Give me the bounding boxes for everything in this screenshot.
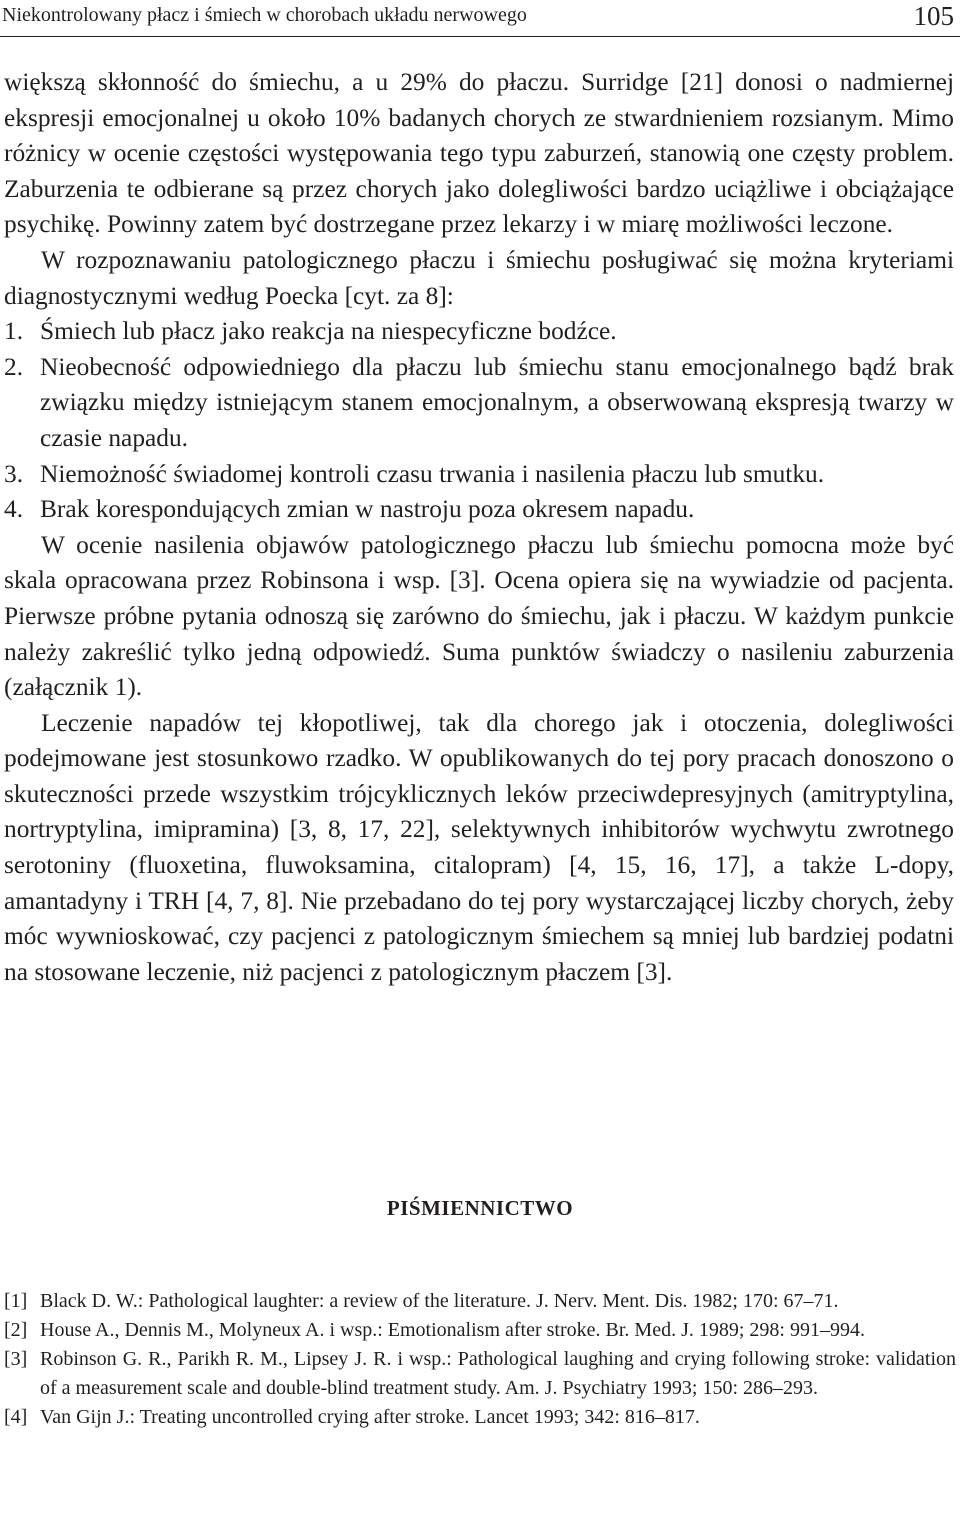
reference-text: Van Gijn J.: Treating uncontrolled crying after stroke. Lancet 1993; 342: 816–817. <box>40 1406 700 1428</box>
reference-item <box>4 1403 956 1432</box>
criterion-number: 3. <box>4 459 24 488</box>
reference-text: House A., Dennis M., Molyneux A. i wsp.: Emotionalism after stroke. Br. Med. J. 1989; 298: 991–994. <box>40 1319 865 1341</box>
reference-item <box>4 1287 956 1316</box>
reference-text: Black D. W.: Pathological laughter: a review of the literature. J. Nerv. Ment. Dis. 1982; 170: 67–71. <box>40 1290 839 1312</box>
criterion-item <box>4 457 954 493</box>
references-heading: PIŚMIENNICTWO <box>386 1196 574 1220</box>
paragraph-prevalence: większą skłonność do śmiechu, a u 29% do płaczu. Surridge [21] donosi o nadmiernej ekspresji emocjonalnej u około 10% badanych chorych ze stwardnieniem rozsianym. Mimo różnicy w ocenie częstości występowania tego typu zaburzeń, stanowią one częsty problem. Zaburzenia te odbierane są przez chorych jako dolegliwości bardzo uciążliwe i obciążające psychikę. Powinny zatem być dostrzegane przez lekarzy i w miarę możliwości leczone. <box>4 68 954 239</box>
page-number: 105 <box>913 1 954 31</box>
article-body <box>4 65 954 990</box>
running-header <box>0 0 960 37</box>
reference-number: [1] <box>4 1290 28 1312</box>
criterion-text: Nieobecność odpowiedniego dla płaczu lub śmiechu stanu emocjonalnego bądź brak związku między istniejącym stanem emocjonalnym, a obserwowaną ekspresją twarzy w czasie napadu. <box>40 352 954 452</box>
running-title: Niekontrolowany płacz i śmiech w chorobach układu nerwowego <box>2 4 527 26</box>
reference-text: Robinson G. R., Parikh R. M., Lipsey J. R. i wsp.: Pathological laughing and crying following stroke: validation of a measurement scale and double-blind treatment study. Am. J. Psychiatry 1993; 150: 286–293. <box>40 1348 956 1399</box>
criterion-text: Niemożność świadomej kontroli czasu trwania i nasilenia płaczu lub smutku. <box>40 459 825 488</box>
criterion-number: 2. <box>4 352 24 381</box>
reference-number: [2] <box>4 1319 28 1341</box>
criterion-item <box>4 350 954 457</box>
criterion-text: Śmiech lub płacz jako reakcja na niespecyficzne bodźce. <box>40 317 617 346</box>
paragraph-treatment: Leczenie napadów tej kłopotliwej, tak dla chorego jak i otoczenia, dolegliwości podejmowane jest stosunkowo rzadko. W opublikowanych do tej pory pracach donoszono o skuteczności przede wszystkim trójcyklicznych leków przeciwdepresyjnych (amitryptylina, nortryptylina, imipramina) [3, 8, 17, 22], selektywnych inhibitorów wychwytu zwrotnego serotoniny (fluoxetina, fluwoksamina, citalopram) [4, 15, 16, 17], a także L-dopy, amantadyny i TRH [4, 7, 8]. Nie przebadano do tej pory wystarczającej liczby chorych, żeby móc wywnioskować, czy pacjenci z patologicznym śmiechem są mniej lub bardziej podatni na stosowane leczenie, niż pacjenci z patologicznym płaczem [3]. <box>4 708 954 986</box>
reference-number: [3] <box>4 1348 28 1370</box>
criterion-text: Brak korespondujących zmian w nastroju poza okresem napadu. <box>40 495 695 524</box>
reference-item <box>4 1316 956 1345</box>
criterion-number: 1. <box>4 317 24 346</box>
reference-number: [4] <box>4 1406 28 1428</box>
paragraph-scale: W ocenie nasilenia objawów patologicznego płaczu lub śmiechu pomocna może być skala opracowana przez Robinsona i wsp. [3]. Ocena opiera się na wywiadzie od pacjenta. Pierwsze próbne pytania odnoszą się zarówno do śmiechu, jak i płaczu. W każdym punkcie należy zakreślić tylko jedną odpowiedź. Suma punktów świadczy o nasileniu zaburzenia (załącznik 1). <box>4 530 954 702</box>
paragraph-diagnosis: W rozpoznawaniu patologicznego płaczu i śmiechu posługiwać się można kryteriami diagnostycznymi według Poecka [cyt. za 8]: <box>4 245 954 310</box>
criteria-list <box>4 314 954 528</box>
references-list <box>4 1287 956 1432</box>
criterion-item <box>4 492 954 528</box>
reference-item <box>4 1345 956 1403</box>
criterion-item <box>4 314 954 350</box>
criterion-number: 4. <box>4 495 24 524</box>
